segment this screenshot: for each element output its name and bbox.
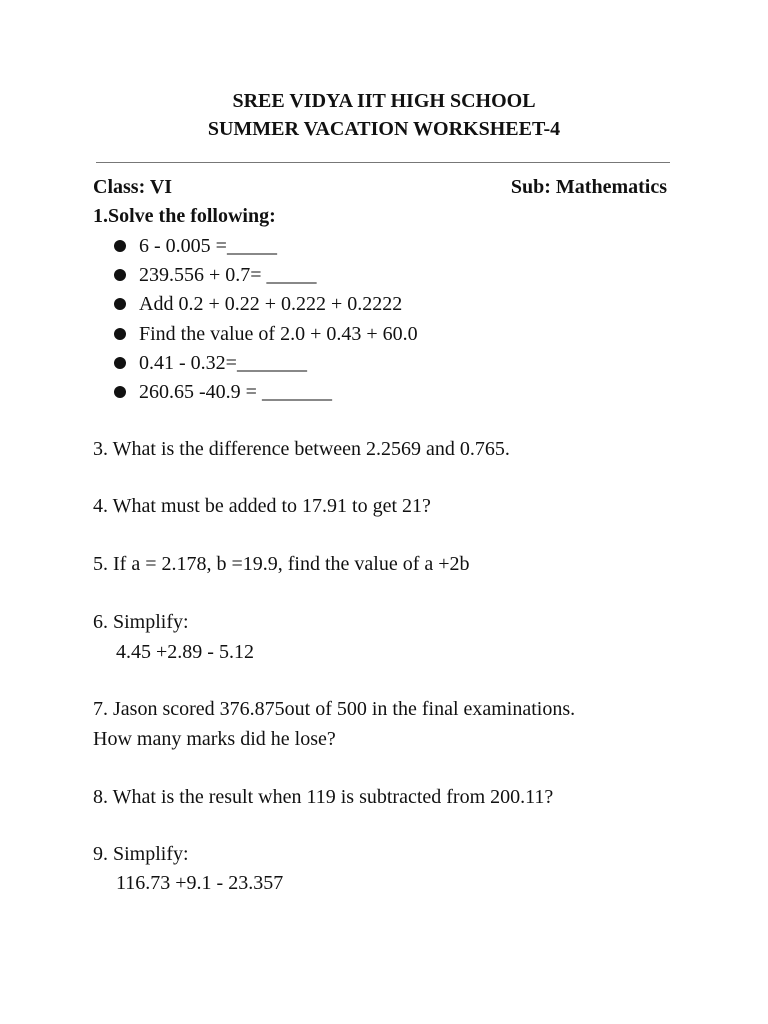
question-1-heading: 1.Solve the following: bbox=[93, 205, 276, 227]
question-5: 5. If a = 2.178, b =19.9, find the value of a +2b bbox=[93, 553, 470, 575]
class-label: Class: VI bbox=[93, 176, 173, 198]
list-item bbox=[114, 322, 418, 351]
question-9-expression: 116.73 +9.1 - 23.357 bbox=[116, 872, 284, 894]
question-3: 3. What is the difference between 2.2569 and 0.765. bbox=[93, 438, 510, 460]
question-7-line-1: 7. Jason scored 376.875out of 500 in the final examinations. bbox=[93, 698, 576, 720]
worksheet-title: SUMMER VACATION WORKSHEET-4 bbox=[207, 118, 561, 140]
list-item bbox=[114, 234, 418, 263]
list-item bbox=[114, 351, 418, 380]
header-divider bbox=[96, 162, 670, 163]
bullet-icon bbox=[114, 386, 126, 398]
list-item-text: 6 - 0.005 =_____ bbox=[139, 235, 277, 257]
subject-label: Sub: Mathematics bbox=[510, 176, 667, 198]
list-item bbox=[114, 292, 418, 321]
list-item-text: Add 0.2 + 0.22 + 0.222 + 0.2222 bbox=[139, 293, 403, 316]
question-7-line-2: How many marks did he lose? bbox=[93, 728, 336, 750]
school-name: SREE VIDYA IIT HIGH SCHOOL bbox=[232, 90, 536, 112]
list-item-text: 239.556 + 0.7= _____ bbox=[139, 264, 317, 287]
list-item-text: 0.41 - 0.32=_______ bbox=[139, 351, 307, 374]
bullet-icon bbox=[114, 298, 126, 310]
question-1-list bbox=[114, 234, 418, 409]
list-item bbox=[114, 380, 418, 409]
bullet-icon bbox=[114, 357, 126, 369]
bullet-icon bbox=[114, 269, 126, 281]
bullet-icon bbox=[114, 240, 126, 252]
question-4: 4. What must be added to 17.91 to get 21? bbox=[93, 495, 431, 517]
question-6-label: 6. Simplify: bbox=[93, 611, 189, 633]
question-8: 8. What is the result when 119 is subtracted from 200.11? bbox=[93, 786, 554, 808]
list-item-text: 260.65 -40.9 = _______ bbox=[139, 380, 332, 403]
bullet-icon bbox=[114, 328, 126, 340]
list-item bbox=[114, 263, 418, 292]
list-item-text: Find the value of 2.0 + 0.43 + 60.0 bbox=[139, 322, 418, 345]
question-6-expression: 4.45 +2.89 - 5.12 bbox=[116, 641, 254, 663]
question-9-label: 9. Simplify: bbox=[93, 843, 189, 865]
